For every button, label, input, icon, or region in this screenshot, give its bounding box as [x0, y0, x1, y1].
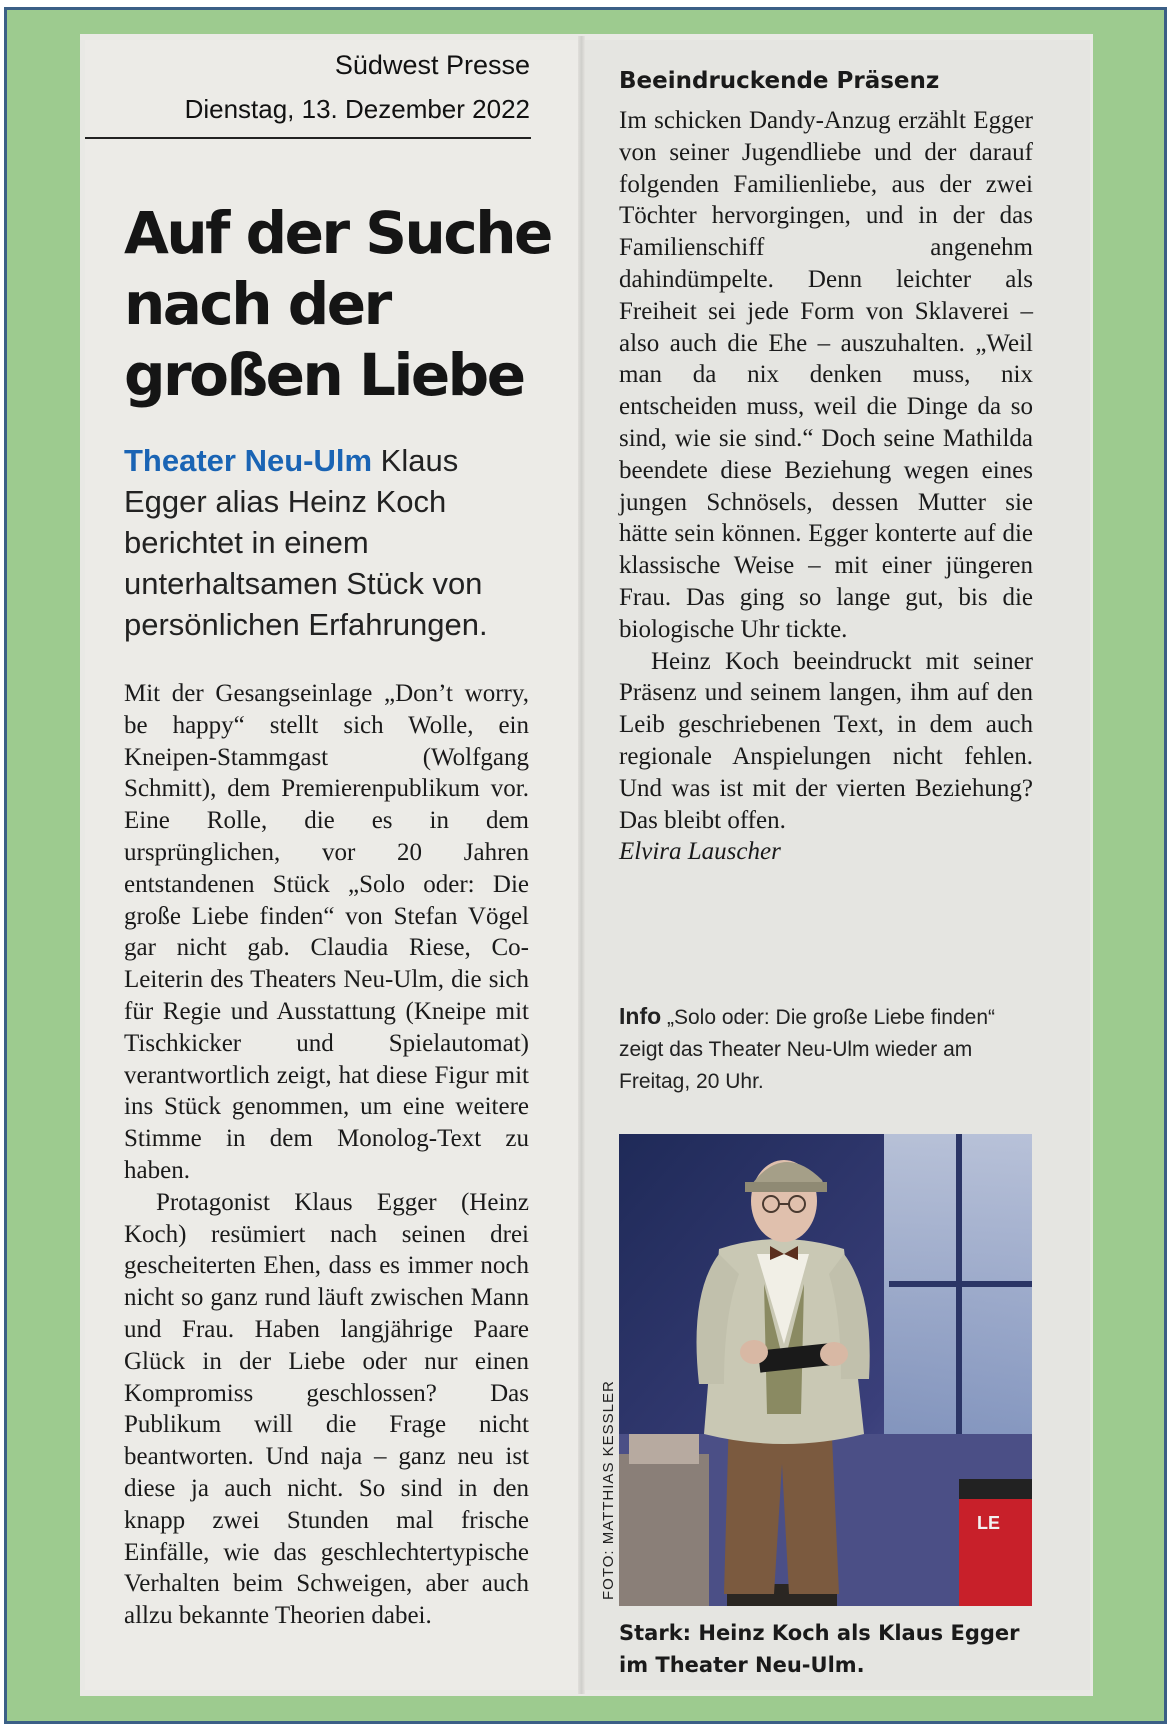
info-text: „Solo oder: Die große Liebe finden“ zeigt das Theater Neu-Ulm wieder am Freitag, 20 Uhr. [619, 1006, 996, 1093]
body-paragraph: Protagonist Klaus Egger (Heinz Koch) resümiert nach seinen drei gescheiterten Ehen, dass es immer noch nicht so ganz rund läuft zwischen Mann und Frau. Haben langjährige Paare Glück in der Liebe oder nur einen Kompromiss geschlossen? Das Publikum will die Frage nicht beantworten. Und naja – ganz neu ist diese ja auch nicht. So sind in den knapp zwei Stunden mal frische Einfälle, wie das geschlechtertypische Verhalten beim Schweigen, aber auch allzu bekannte Theorien dabei. [124, 1188, 529, 1630]
issue-date: Dienstag, 13. Dezember 2022 [184, 94, 530, 124]
body-right-column [619, 105, 1033, 868]
lead-paragraph [124, 440, 544, 645]
body-paragraph: Im schicken Dandy-Anzug erzählt Egger von seiner Jugendliebe und der darauf folgenden Familienliebe, aus der zwei Töchter hervorgingen, und in der das Familienschiff angenehm dahindümpelte. Denn leichter als Freiheit sei jede Form von Sklaverei – also auch die Ehe – auszuhalten. „Weil man da nix denken muss, nix entscheiden muss, weil die Dinge da so sind, wie sie sind.“ Doch seine Mathilda beendete diese Beziehung wegen eines jungen Schnösels, dessen Mutter sie hätte sein können. Egger konterte auf die klassische Weise – mit einer jüngeren Frau. Das ging so lange gut, bis die biologische Uhr tickte. [619, 107, 1033, 643]
headline [124, 198, 574, 411]
sign-text: LE [977, 1513, 1001, 1533]
headline-line: großen Liebe [124, 341, 524, 409]
subheading: Beeindruckende Präsenz [619, 68, 940, 94]
paper-fold [578, 36, 585, 1694]
body-paragraph: Heinz Koch beeindruckt mit seiner Präsenz und seinem langen, ihm auf den Leib geschriebenen Text, in dem auch regionale Anspielungen nicht fehlen. Und was ist mit der vierten Beziehung? Das bleibt offen. [619, 647, 1033, 834]
masthead-rule [85, 137, 531, 139]
lead-text: Klaus Egger alias Heinz Koch berichtet in einem unterhaltsamen Stück von persönlichen Erfahrungen. [124, 443, 488, 642]
stage-photo [619, 1134, 1032, 1606]
body-paragraph: Mit der Gesangseinlage „Don’t worry, be happy“ stellt sich Wolle, ein Kneipen-Stammgast (Wolfgang Schmitt), dem Premierenpublikum vor. Eine Rolle, die es in dem ursprünglichen, vor 20 Jahren entstandenen Stück „Solo oder: Die große Liebe finden“ von Stefan Vögel gar nicht gab. Claudia Riese, Co-Leiterin des Theaters Neu-Ulm, die sich für Regie und Ausstattung (Kneipe mit Tischkicker und Spielautomat) verantwortlich zeigt, hat diese Figur mit ins Stück genommen, um eine weitere Stimme in dem Monolog-Text zu haben. [124, 680, 529, 1184]
photo-credit [600, 1580, 610, 1600]
headline-line: Auf der Suche [124, 199, 551, 267]
info-box [619, 1000, 1039, 1098]
author-byline: Elvira Lauscher [619, 838, 781, 866]
info-label: Info [619, 1003, 662, 1029]
headline-line: nach der [124, 270, 390, 338]
masthead [130, 48, 530, 126]
body-left-column [124, 678, 529, 1632]
newspaper-name: Südwest Presse [334, 50, 530, 80]
photo-caption: Stark: Heinz Koch als Klaus Egger im Theater Neu-Ulm. [619, 1621, 1020, 1677]
lead-kicker: Theater Neu-Ulm [124, 443, 373, 478]
stage-photo-illustration [619, 1134, 1032, 1606]
